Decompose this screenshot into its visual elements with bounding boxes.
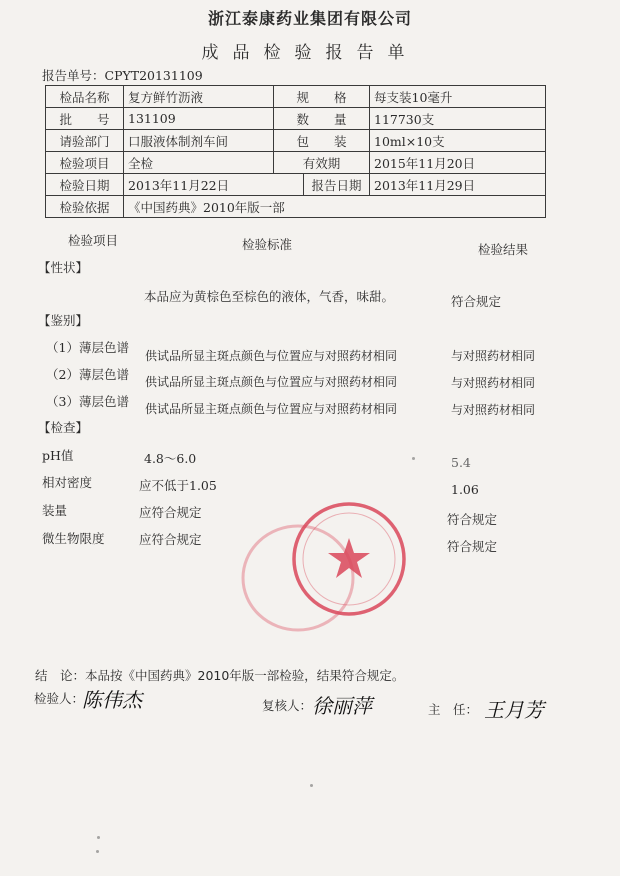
inspection-standard: 应符合规定 bbox=[139, 532, 202, 547]
inspection-result: 符合规定 bbox=[447, 512, 498, 527]
identification-result: 与对照药材相同 bbox=[451, 349, 536, 363]
director-signature: 王月芳 bbox=[484, 698, 544, 722]
expiry-value: 2015年11月20日 bbox=[370, 152, 546, 174]
report-date-label: 报告日期 bbox=[304, 174, 370, 196]
date-label: 检验日期 bbox=[46, 174, 124, 196]
pack-label: 包 装 bbox=[274, 130, 370, 152]
spec-label: 规 格 bbox=[274, 86, 370, 108]
conclusion: 结 论：本品按《中国药典》2010年版一部检验，结果符合规定。 bbox=[35, 668, 405, 683]
item-value: 全检 bbox=[124, 152, 274, 174]
inspection-result: 符合规定 bbox=[447, 539, 498, 554]
pack-value: 10ml×10支 bbox=[370, 130, 546, 152]
report-number: 报告单号：CPYT20131109 bbox=[42, 68, 203, 83]
qty-value: 117730支 bbox=[370, 108, 546, 130]
spec-value: 每支装10毫升 bbox=[370, 86, 546, 108]
identification-item: （3）薄层色谱 bbox=[46, 394, 129, 409]
inspection-item: 微生物限度 bbox=[42, 531, 105, 546]
inspection-result: 1.06 bbox=[451, 482, 479, 497]
identification-standard: 供试品所显主斑点颜色与位置应与对照药材相同 bbox=[145, 375, 398, 389]
batch-label: 批 号 bbox=[46, 108, 124, 130]
character-standard: 本品应为黄棕色至棕色的液体，气香，味甜。 bbox=[144, 289, 395, 304]
info-row bbox=[46, 130, 546, 152]
name-label: 检品名称 bbox=[46, 86, 124, 108]
column-item-header: 检验项目 bbox=[68, 233, 119, 248]
info-row bbox=[46, 108, 546, 130]
inspector-label: 检验人： bbox=[34, 691, 85, 706]
name-value: 复方鲜竹沥液 bbox=[124, 86, 274, 108]
batch-value: 131109 bbox=[124, 108, 274, 130]
qty-label: 数 量 bbox=[274, 108, 370, 130]
dept-value: 口服液体制剂车间 bbox=[124, 130, 274, 152]
scan-speck bbox=[97, 836, 100, 839]
identification-standard: 供试品所显主斑点颜色与位置应与对照药材相同 bbox=[145, 349, 398, 363]
scan-speck bbox=[96, 850, 99, 853]
date-value: 2013年11月22日 bbox=[124, 174, 304, 196]
report-date-value: 2013年11月29日 bbox=[370, 174, 546, 196]
inspection-standard: 应不低于1.05 bbox=[139, 478, 217, 493]
identification-item: （2）薄层色谱 bbox=[46, 367, 129, 382]
identification-result: 与对照药材相同 bbox=[451, 403, 536, 417]
section-inspection: 【检查】 bbox=[38, 420, 89, 435]
inspection-item: pH值 bbox=[42, 448, 74, 463]
basis-label: 检验依据 bbox=[46, 196, 124, 218]
info-row bbox=[46, 86, 546, 108]
identification-standard: 供试品所显主斑点颜色与位置应与对照药材相同 bbox=[145, 402, 398, 416]
column-result-header: 检验结果 bbox=[478, 242, 529, 257]
report-title: 成品检验报告单 bbox=[201, 43, 419, 63]
company-name: 浙江泰康药业集团有限公司 bbox=[207, 9, 412, 28]
reviewer-label: 复核人： bbox=[262, 698, 313, 713]
section-identification: 【鉴别】 bbox=[38, 313, 89, 328]
item-label: 检验项目 bbox=[46, 152, 124, 174]
inspection-item: 装量 bbox=[42, 503, 68, 518]
info-row bbox=[46, 196, 546, 218]
identification-item: （1）薄层色谱 bbox=[46, 340, 129, 355]
director-label: 主 任： bbox=[428, 702, 479, 717]
character-result: 符合规定 bbox=[451, 294, 502, 309]
inspection-standard: 4.8～6.0 bbox=[144, 451, 197, 466]
inspection-standard: 应符合规定 bbox=[139, 505, 202, 520]
section-character: 【性状】 bbox=[38, 260, 89, 275]
info-row bbox=[46, 174, 546, 196]
company-seal bbox=[290, 500, 408, 618]
column-standard-header: 检验标准 bbox=[242, 237, 293, 252]
basis-value: 《中国药典》2010年版一部 bbox=[124, 196, 546, 218]
reviewer-signature: 徐丽萍 bbox=[312, 694, 372, 718]
identification-result: 与对照药材相同 bbox=[451, 376, 536, 390]
inspector-signature: 陈伟杰 bbox=[82, 688, 142, 712]
inspection-result: 5.4 bbox=[451, 455, 471, 470]
inspection-item: 相对密度 bbox=[42, 475, 93, 490]
expiry-label: 有效期 bbox=[274, 152, 370, 174]
scan-speck bbox=[310, 784, 313, 787]
info-table bbox=[45, 85, 546, 218]
dept-label: 请验部门 bbox=[46, 130, 124, 152]
scan-speck bbox=[412, 457, 415, 460]
info-row bbox=[46, 152, 546, 174]
